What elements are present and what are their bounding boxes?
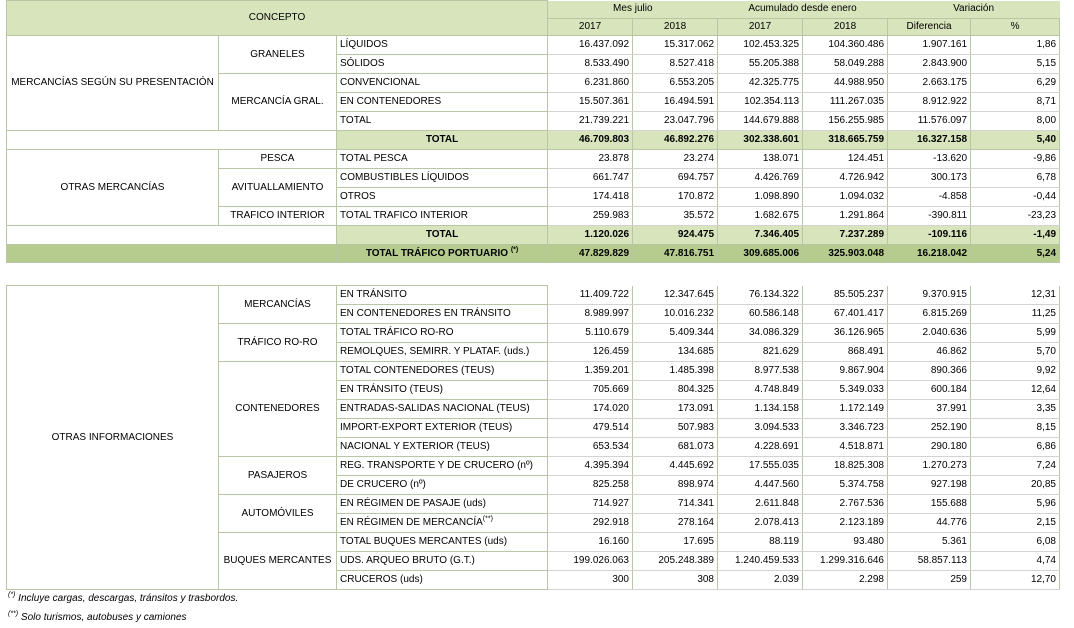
- row-label: EN CONTENEDORES EN TRÁNSITO: [337, 305, 548, 324]
- cell-value: 825.258: [548, 476, 633, 495]
- cell-value: -4.858: [888, 188, 971, 207]
- cell-value: 5.409.344: [633, 324, 718, 343]
- subcategory-mercancias: MERCANCÍAS: [219, 286, 337, 324]
- cell-value: 17.695: [633, 533, 718, 552]
- cell-value: -1,49: [971, 226, 1060, 245]
- cell-value: 300: [548, 571, 633, 590]
- cell-value: 37.991: [888, 400, 971, 419]
- cell-value: 5,70: [971, 343, 1060, 362]
- row-label: EN CONTENEDORES: [337, 93, 548, 112]
- cell-value: 4.447.560: [718, 476, 803, 495]
- cell-value: 60.586.148: [718, 305, 803, 324]
- cell-value: 318.665.759: [803, 131, 888, 150]
- cell-value: 44.988.950: [803, 74, 888, 93]
- subcategory-mercancia-general: MERCANCÍA GRAL.: [219, 74, 337, 131]
- cell-value: 16.437.092: [548, 36, 633, 55]
- row-label: TOTAL: [337, 226, 548, 245]
- cell-value: -0,44: [971, 188, 1060, 207]
- footnote-2: (**) Solo turismos, autobuses y camiones: [8, 610, 187, 623]
- cell-value: 1.094.032: [803, 188, 888, 207]
- cell-value: 2,15: [971, 514, 1060, 533]
- row-label: NACIONAL Y EXTERIOR (TEUS): [337, 438, 548, 457]
- cell-value: 924.475: [633, 226, 718, 245]
- cell-value: -390.811: [888, 207, 971, 226]
- cell-value: 4.445.692: [633, 457, 718, 476]
- month-group-header: Mes julio: [548, 1, 718, 19]
- cell-value: 44.776: [888, 514, 971, 533]
- cell-value: 8,71: [971, 93, 1060, 112]
- row-label: ENTRADAS-SALIDAS NACIONAL (TEUS): [337, 400, 548, 419]
- cell-value: 1.359.201: [548, 362, 633, 381]
- cell-value: 16.160: [548, 533, 633, 552]
- cell-value: 3,35: [971, 400, 1060, 419]
- cell-value: 55.205.388: [718, 55, 803, 74]
- other-info-table: [6, 285, 1060, 590]
- cell-value: 18.825.308: [803, 457, 888, 476]
- cell-value: 6.815.269: [888, 305, 971, 324]
- cell-value: 67.401.417: [803, 305, 888, 324]
- col-cum-2017: 2017: [718, 19, 803, 36]
- cell-value: 34.086.329: [718, 324, 803, 343]
- cell-value: 93.480: [803, 533, 888, 552]
- cell-value: 20,85: [971, 476, 1060, 495]
- cell-value: 23.274: [633, 150, 718, 169]
- category-mercancias-presentacion: MERCANCÍAS SEGÚN SU PRESENTACIÓN: [7, 36, 219, 131]
- cell-value: 898.974: [633, 476, 718, 495]
- cell-value: -109.116: [888, 226, 971, 245]
- cell-value: 9.370.915: [888, 286, 971, 305]
- cell-value: 3.094.533: [718, 419, 803, 438]
- row-label: DE CRUCERO (nº): [337, 476, 548, 495]
- cell-value: 600.184: [888, 381, 971, 400]
- cell-value: 155.688: [888, 495, 971, 514]
- cell-value: 8.989.997: [548, 305, 633, 324]
- cell-value: 9.867.904: [803, 362, 888, 381]
- cell-value: 6.231.860: [548, 74, 633, 93]
- cell-value: 479.514: [548, 419, 633, 438]
- concepto-header: CONCEPTO: [7, 1, 548, 36]
- cell-value: 1.907.161: [888, 36, 971, 55]
- cell-value: 7.346.405: [718, 226, 803, 245]
- cell-value: 111.267.035: [803, 93, 888, 112]
- row-label: UDS. ARQUEO BRUTO (G.T.): [337, 552, 548, 571]
- cell-value: 23.878: [548, 150, 633, 169]
- cell-value: 300.173: [888, 169, 971, 188]
- cell-value: 292.918: [548, 514, 633, 533]
- cell-value: 11.576.097: [888, 112, 971, 131]
- cell-value: 21.739.221: [548, 112, 633, 131]
- cell-value: 7.237.289: [803, 226, 888, 245]
- total-port-traffic-label: TOTAL TRÁFICO PORTUARIO (*): [337, 245, 548, 263]
- row-label: TOTAL TRAFICO INTERIOR: [337, 207, 548, 226]
- cell-value: 2.040.636: [888, 324, 971, 343]
- cell-value: 4.228.691: [718, 438, 803, 457]
- cell-value: -9,86: [971, 150, 1060, 169]
- cell-value: 1.299.316.646: [803, 552, 888, 571]
- cell-value: 17.555.035: [718, 457, 803, 476]
- cell-value: 12.347.645: [633, 286, 718, 305]
- cell-value: 6,78: [971, 169, 1060, 188]
- cell-value: 5,15: [971, 55, 1060, 74]
- footnote-marker: (**): [482, 515, 493, 523]
- cell-value: 76.134.322: [718, 286, 803, 305]
- cell-value: 138.071: [718, 150, 803, 169]
- subcategory-trafico-interior: TRAFICO INTERIOR: [219, 207, 337, 226]
- row-label: TOTAL BUQUES MERCANTES (uds): [337, 533, 548, 552]
- col-diferencia: Diferencia: [888, 19, 971, 36]
- cell-value: 10.016.232: [633, 305, 718, 324]
- cell-value: 173.091: [633, 400, 718, 419]
- cell-value: 3.346.723: [803, 419, 888, 438]
- col-month-2018: 2018: [633, 19, 718, 36]
- row-label: COMBUSTIBLES LÍQUIDOS: [337, 169, 548, 188]
- category-otras-mercancias: OTRAS MERCANCÍAS: [7, 150, 219, 226]
- cell-value: 1.682.675: [718, 207, 803, 226]
- cell-value: 9,92: [971, 362, 1060, 381]
- row-label: TOTAL PESCA: [337, 150, 548, 169]
- subcategory-trafico-ro-ro: TRÁFICO RO-RO: [219, 324, 337, 362]
- cell-value: 8.977.538: [718, 362, 803, 381]
- cell-value: 2.663.175: [888, 74, 971, 93]
- cell-value: 126.459: [548, 343, 633, 362]
- cell-value: 88.119: [718, 533, 803, 552]
- cell-value: 4,74: [971, 552, 1060, 571]
- row-label: LÍQUIDOS: [337, 36, 548, 55]
- row-label: TOTAL CONTENEDORES (TEUS): [337, 362, 548, 381]
- cell-value: -13.620: [888, 150, 971, 169]
- row-label: IMPORT-EXPORT EXTERIOR (TEUS): [337, 419, 548, 438]
- col-cum-2018: 2018: [803, 19, 888, 36]
- cell-value: 46.892.276: [633, 131, 718, 150]
- cell-value: 58.857.113: [888, 552, 971, 571]
- cell-value: 174.418: [548, 188, 633, 207]
- cell-value: 104.360.486: [803, 36, 888, 55]
- cell-value: 302.338.601: [718, 131, 803, 150]
- cell-value: 5,96: [971, 495, 1060, 514]
- cell-value: 694.757: [633, 169, 718, 188]
- category-otras-informaciones: OTRAS INFORMACIONES: [7, 286, 219, 590]
- row-label: TOTAL: [337, 131, 548, 150]
- cell-value: 174.020: [548, 400, 633, 419]
- variation-group-header: Variación: [888, 1, 1060, 19]
- cell-value: 134.685: [633, 343, 718, 362]
- cell-value: 5,24: [971, 245, 1060, 263]
- cell-value: 42.325.775: [718, 74, 803, 93]
- cell-value: 804.325: [633, 381, 718, 400]
- cell-value: 5.361: [888, 533, 971, 552]
- footnote-marker: (*): [510, 246, 519, 254]
- row-label: TOTAL: [337, 112, 548, 131]
- row-label: EN TRÁNSITO (TEUS): [337, 381, 548, 400]
- cell-value: 156.255.985: [803, 112, 888, 131]
- cell-value: 1.120.026: [548, 226, 633, 245]
- cell-value: 5.349.033: [803, 381, 888, 400]
- cell-value: 36.126.965: [803, 324, 888, 343]
- footnote-1: (*) Incluye cargas, descargas, tránsitos y trasbordos.: [8, 591, 239, 604]
- cell-value: 2.123.189: [803, 514, 888, 533]
- cell-value: -23,23: [971, 207, 1060, 226]
- cell-value: 85.505.237: [803, 286, 888, 305]
- cell-value: 681.073: [633, 438, 718, 457]
- cell-value: 2.843.900: [888, 55, 971, 74]
- cell-value: 58.049.288: [803, 55, 888, 74]
- cell-value: 4.426.769: [718, 169, 803, 188]
- cell-value: 4.726.942: [803, 169, 888, 188]
- cell-value: 199.026.063: [548, 552, 633, 571]
- cell-value: 278.164: [633, 514, 718, 533]
- cell-value: 705.669: [548, 381, 633, 400]
- cell-value: 259.983: [548, 207, 633, 226]
- cell-value: 8,00: [971, 112, 1060, 131]
- cell-value: 325.903.048: [803, 245, 888, 263]
- row-label: SÓLIDOS: [337, 55, 548, 74]
- total-row: [7, 131, 1060, 150]
- cell-value: 259: [888, 571, 971, 590]
- cell-value: 16.494.591: [633, 93, 718, 112]
- cell-value: 205.248.389: [633, 552, 718, 571]
- subcategory-pesca: PESCA: [219, 150, 337, 169]
- cell-value: 714.341: [633, 495, 718, 514]
- cell-value: 16.327.158: [888, 131, 971, 150]
- cell-value: 2.611.848: [718, 495, 803, 514]
- cell-value: 124.451: [803, 150, 888, 169]
- cell-value: 16.218.042: [888, 245, 971, 263]
- cell-value: 290.180: [888, 438, 971, 457]
- row-label: EN RÉGIMEN DE PASAJE (uds): [337, 495, 548, 514]
- cell-value: 252.190: [888, 419, 971, 438]
- cell-value: 507.983: [633, 419, 718, 438]
- cell-value: 11,25: [971, 305, 1060, 324]
- cell-value: 8.527.418: [633, 55, 718, 74]
- cell-value: 1.098.890: [718, 188, 803, 207]
- cell-value: 144.679.888: [718, 112, 803, 131]
- cell-value: 1.270.273: [888, 457, 971, 476]
- row-label: REG. TRANSPORTE Y DE CRUCERO (nº): [337, 457, 548, 476]
- row-label: TOTAL TRÁFICO RO-RO: [337, 324, 548, 343]
- cell-value: 1.485.398: [633, 362, 718, 381]
- cell-value: 1,86: [971, 36, 1060, 55]
- cell-value: 170.872: [633, 188, 718, 207]
- cell-value: 12,70: [971, 571, 1060, 590]
- cell-value: 47.829.829: [548, 245, 633, 263]
- row-label: EN RÉGIMEN DE MERCANCÍA(**): [337, 514, 548, 533]
- subcategory-automoviles: AUTOMÓVILES: [219, 495, 337, 533]
- cell-value: 46.709.803: [548, 131, 633, 150]
- cell-value: 5,40: [971, 131, 1060, 150]
- cell-value: 2.767.536: [803, 495, 888, 514]
- cell-value: 15.507.361: [548, 93, 633, 112]
- cell-value: 23.047.796: [633, 112, 718, 131]
- cell-value: 1.134.158: [718, 400, 803, 419]
- cell-value: 309.685.006: [718, 245, 803, 263]
- cell-value: 1.172.149: [803, 400, 888, 419]
- cell-value: 868.491: [803, 343, 888, 362]
- col-percent: %: [971, 19, 1060, 36]
- subcategory-contenedores: CONTENEDORES: [219, 362, 337, 457]
- cell-value: 2.298: [803, 571, 888, 590]
- cumulative-group-header: Acumulado desde enero: [718, 1, 888, 19]
- row-label: CRUCEROS (uds): [337, 571, 548, 590]
- cell-value: 8,15: [971, 419, 1060, 438]
- cell-value: 6,08: [971, 533, 1060, 552]
- cell-value: 8.533.490: [548, 55, 633, 74]
- cell-value: 5,99: [971, 324, 1060, 343]
- cell-value: 11.409.722: [548, 286, 633, 305]
- row-label: EN TRÁNSITO: [337, 286, 548, 305]
- main-traffic-table: [6, 0, 1060, 263]
- cell-value: 6.553.205: [633, 74, 718, 93]
- cell-value: 5.110.679: [548, 324, 633, 343]
- cell-value: 821.629: [718, 343, 803, 362]
- row-label: CONVENCIONAL: [337, 74, 548, 93]
- cell-value: 47.816.751: [633, 245, 718, 263]
- cell-value: 2.078.413: [718, 514, 803, 533]
- cell-value: 7,24: [971, 457, 1060, 476]
- subcategory-buques-mercantes: BUQUES MERCANTES: [219, 533, 337, 590]
- cell-value: 12,64: [971, 381, 1060, 400]
- total-row: [7, 226, 1060, 245]
- cell-value: 4.748.849: [718, 381, 803, 400]
- cell-value: 661.747: [548, 169, 633, 188]
- cell-value: 1.240.459.533: [718, 552, 803, 571]
- cell-value: 927.198: [888, 476, 971, 495]
- cell-value: 4.395.394: [548, 457, 633, 476]
- cell-value: 5.374.758: [803, 476, 888, 495]
- cell-value: 714.927: [548, 495, 633, 514]
- cell-value: 15.317.062: [633, 36, 718, 55]
- cell-value: 12,31: [971, 286, 1060, 305]
- cell-value: 1.291.864: [803, 207, 888, 226]
- subcategory-avituallamiento: AVITUALLAMIENTO: [219, 169, 337, 207]
- cell-value: 653.534: [548, 438, 633, 457]
- cell-value: 2.039: [718, 571, 803, 590]
- cell-value: 308: [633, 571, 718, 590]
- cell-value: 102.354.113: [718, 93, 803, 112]
- cell-value: 4.518.871: [803, 438, 888, 457]
- row-label: REMOLQUES, SEMIRR. Y PLATAF. (uds.): [337, 343, 548, 362]
- cell-value: 6,86: [971, 438, 1060, 457]
- cell-value: 46.862: [888, 343, 971, 362]
- cell-value: 35.572: [633, 207, 718, 226]
- total-port-traffic-row: [7, 245, 1060, 263]
- row-label: OTROS: [337, 188, 548, 207]
- subcategory-graneles: GRANELES: [219, 36, 337, 74]
- cell-value: 102.453.325: [718, 36, 803, 55]
- col-month-2017: 2017: [548, 19, 633, 36]
- cell-value: 890.366: [888, 362, 971, 381]
- subcategory-pasajeros: PASAJEROS: [219, 457, 337, 495]
- cell-value: 6,29: [971, 74, 1060, 93]
- cell-value: 8.912.922: [888, 93, 971, 112]
